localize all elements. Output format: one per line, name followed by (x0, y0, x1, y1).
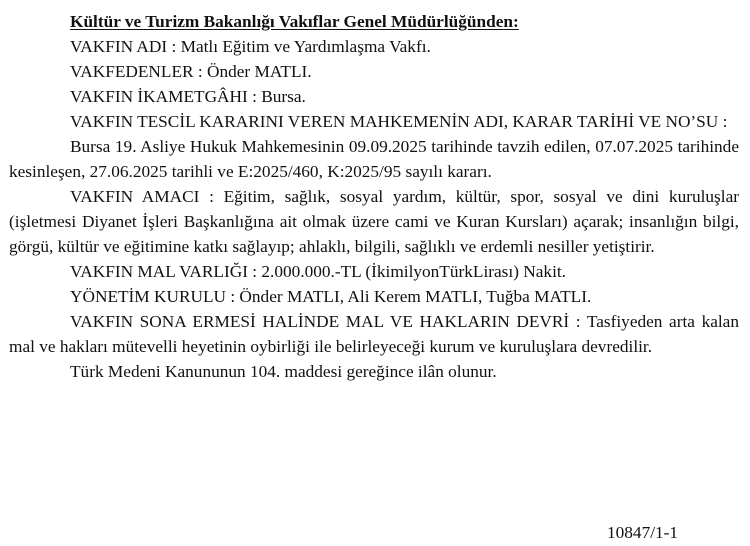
dissolution-paragraph: VAKFIN SONA ERMESİ HALİNDE MAL VE HAKLARIN DEVRİ : Tasfiyeden arta kalan mal ve hakları mütevelli heyetinin oybirliği ile belirleyeceği kurum ve kuruluşlara devredilir. (9, 312, 739, 356)
board-paragraph: YÖNETİM KURULU : Önder MATLI, Ali Kerem MATLI, Tuğba MATLI. (70, 287, 592, 306)
residence-paragraph: VAKFIN İKAMETGÂHI : Bursa. (70, 87, 306, 106)
court-decision-paragraph: Bursa 19. Asliye Hukuk Mahkemesinin 09.09.2025 tarihinde tavzih edilen, 07.07.2025 tarihinde kesinleşen, 27.06.2025 tarihli ve E:2025/460, K:2025/95 sayılı kararı. (9, 137, 739, 181)
announcement-document (9, 9, 739, 384)
court-decision-heading-paragraph: VAKFIN TESCİL KARARINI VEREN MAHKEMENİN ADI, KARAR TARİHİ VE NO’SU : (70, 112, 728, 131)
legal-notice-paragraph: Türk Medeni Kanununun 104. maddesi gereğince ilân olunur. (70, 362, 497, 381)
purpose-paragraph: VAKFIN AMACI : Eğitim, sağlık, sosyal yardım, kültür, spor, sosyal ve dini kuruluşlar (işletmesi Diyanet İşleri Başkanlığına ait olmak üzere cami ve Kuran Kursları) açarak; insanlığın bilgi, görgü, kültür ve eğitimine katkı sağlayıp; ahlaklı, bilgili, sağlıklı ve erdemli nesiller yetiştirir. (9, 187, 739, 256)
founders-paragraph: VAKFEDENLER : Önder MATLI. (70, 62, 312, 81)
foundation-name-paragraph: VAKFIN ADI : Matlı Eğitim ve Yardımlaşma Vakfı. (70, 37, 431, 56)
assets-paragraph: VAKFIN MAL VARLIĞI : 2.000.000.-TL (İkimilyonTürkLirası) Nakit. (70, 262, 566, 281)
announcement-heading: Kültür ve Turizm Bakanlığı Vakıflar Genel Müdürlüğünden: (70, 12, 519, 31)
reference-number: 10847/1-1 (607, 523, 679, 542)
